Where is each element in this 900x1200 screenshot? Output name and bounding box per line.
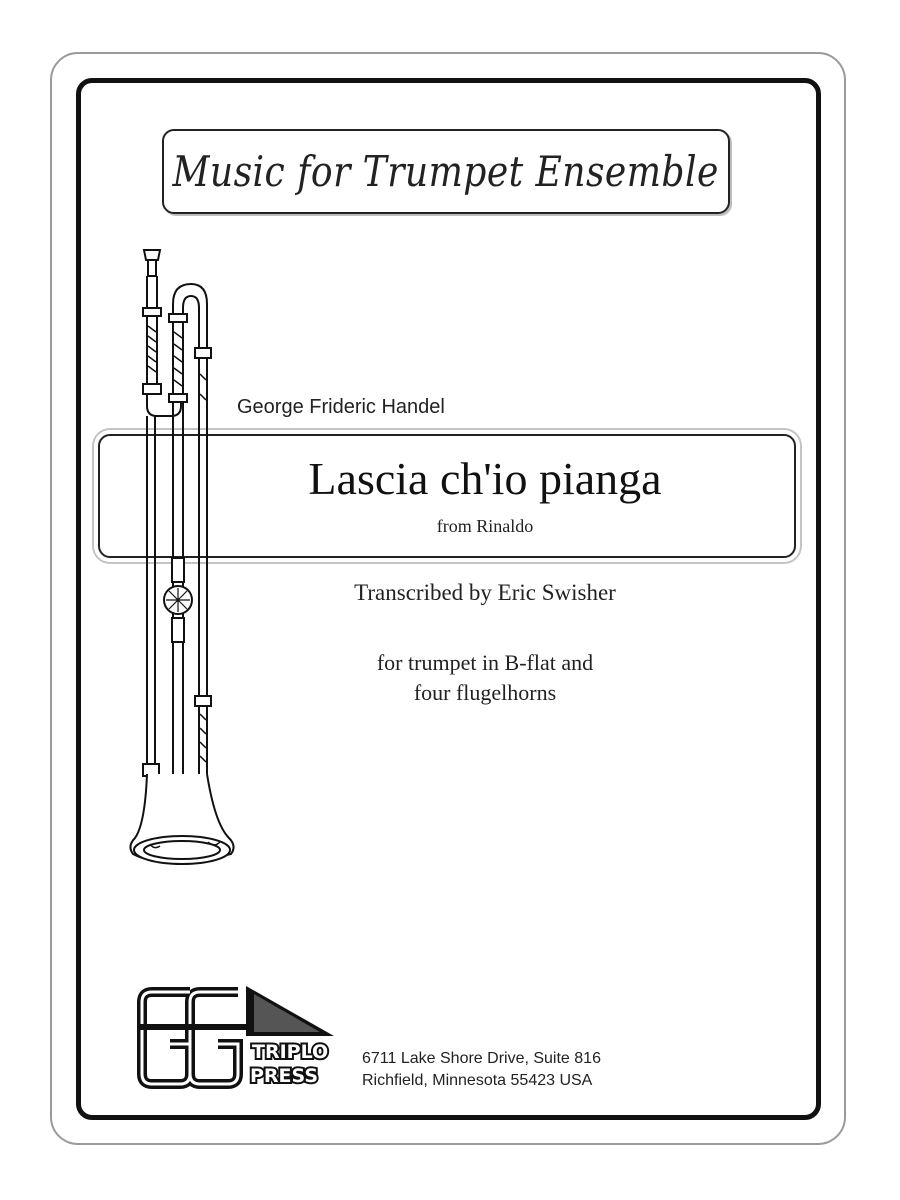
composer-name: George Frideric Handel: [237, 396, 445, 418]
piece-title: Lascia ch'io pianga: [308, 453, 662, 504]
address-line-2: Richfield, Minnesota 55423 USA: [362, 1072, 593, 1089]
series-title-box: [162, 129, 730, 214]
address-line-1: 6711 Lake Shore Drive, Suite 816: [362, 1050, 601, 1067]
svg-text:TRIPLO: TRIPLO: [252, 1041, 329, 1063]
svg-text:PRESS: PRESS: [250, 1065, 319, 1087]
triplo-press-logo: [134, 978, 344, 1092]
series-title: Music for Trumpet Ensemble: [172, 147, 720, 196]
baroque-trumpet-icon: [128, 244, 240, 872]
piece-subtitle-text: from Rinaldo: [436, 516, 534, 536]
transcriber-credit: Transcribed by Eric Swisher: [354, 580, 616, 605]
publisher-address: [362, 1048, 601, 1092]
instrumentation-line-1: for trumpet in B-flat and: [376, 650, 594, 675]
instrumentation-line-2: four flugelhorns: [413, 680, 557, 705]
